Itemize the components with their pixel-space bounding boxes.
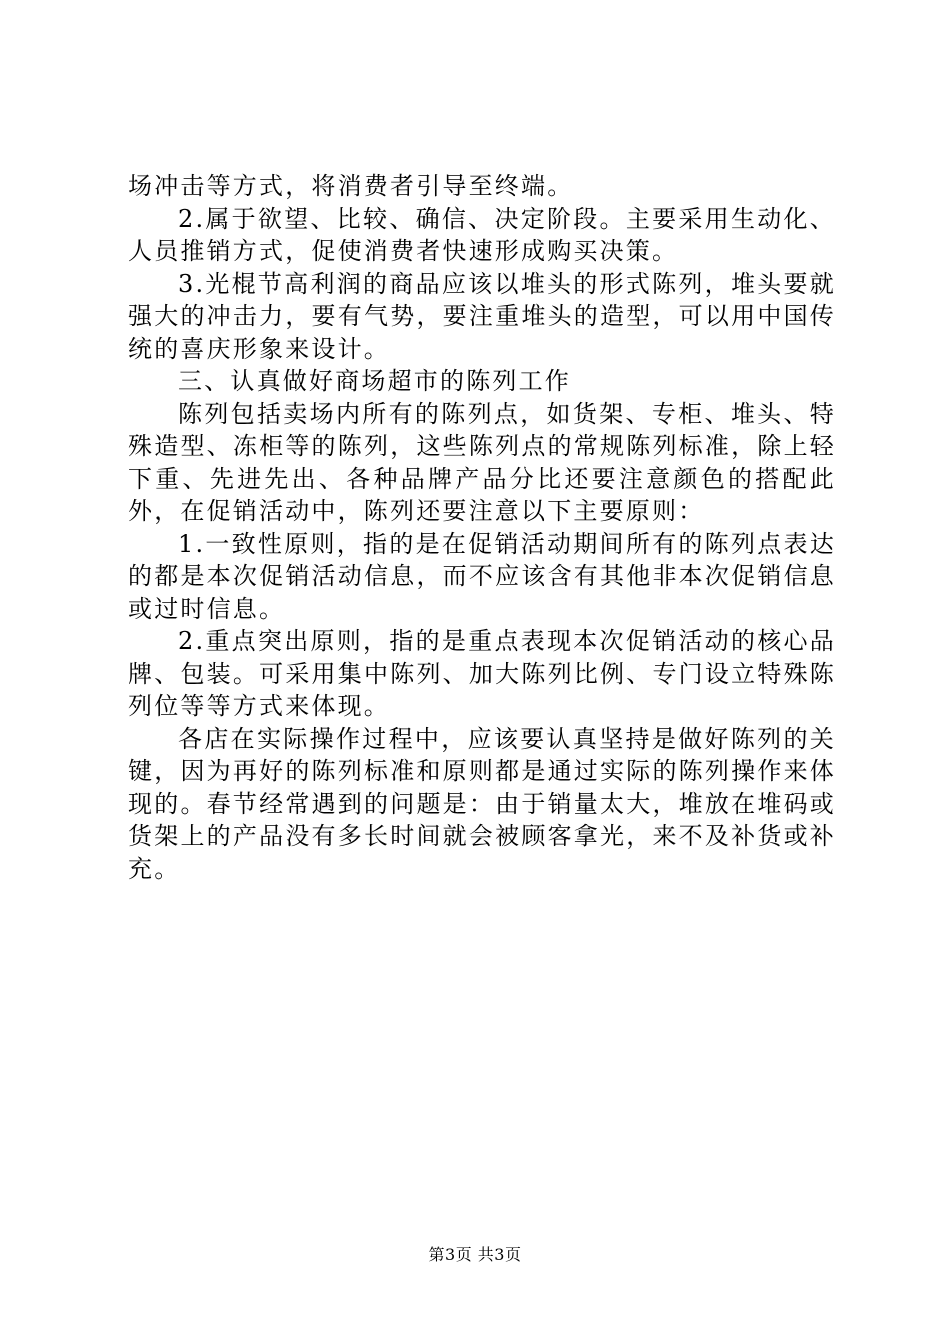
section-heading: 三、认真做好商场超市的陈列工作 [178, 367, 571, 395]
paragraph-1: 场冲击等方式，将消费者引导至终端。 [128, 172, 574, 200]
paragraph-3: 3.光棍节高利润的商品应该以堆头的形式陈列，堆头要就强大的冲击力，要有气势，要注重堆头的造型，可以用中国传统的喜庆形象来设计。 [128, 269, 836, 363]
paragraph-4: 陈列包括卖场内所有的陈列点，如货架、专柜、堆头、特殊造型、冻柜等的陈列，这些陈列点的常规陈列标准，除上轻下重、先进先出、各种品牌产品分比还要注意颜色的搭配此外，在促销活动中，陈列还要注意以下主要原则： [128, 399, 836, 525]
document-body [128, 170, 836, 885]
paragraph-7: 各店在实际操作过程中，应该要认真坚持是做好陈列的关键，因为再好的陈列标准和原则都是通过实际的陈列操作来体现的。春节经常遇到的问题是：由于销量太大，堆放在堆码或货架上的产品没有多长时间就会被顾客拿光，来不及补货或补充。 [128, 724, 836, 883]
paragraph-2: 2.属于欲望、比较、确信、决定阶段。主要采用生动化、人员推销方式，促使消费者快速形成购买决策。 [128, 204, 836, 265]
page-number-footer: 第3页 共3页 [428, 1245, 522, 1264]
paragraph-6: 2.重点突出原则，指的是重点表现本次促销活动的核心品牌、包装。可采用集中陈列、加大陈列比例、专门设立特殊陈列位等等方式来体现。 [128, 627, 836, 720]
paragraph-5: 1.一致性原则，指的是在促销活动期间所有的陈列点表达的都是本次促销活动信息，而不应该含有其他非本次促销信息或过时信息。 [128, 529, 836, 623]
